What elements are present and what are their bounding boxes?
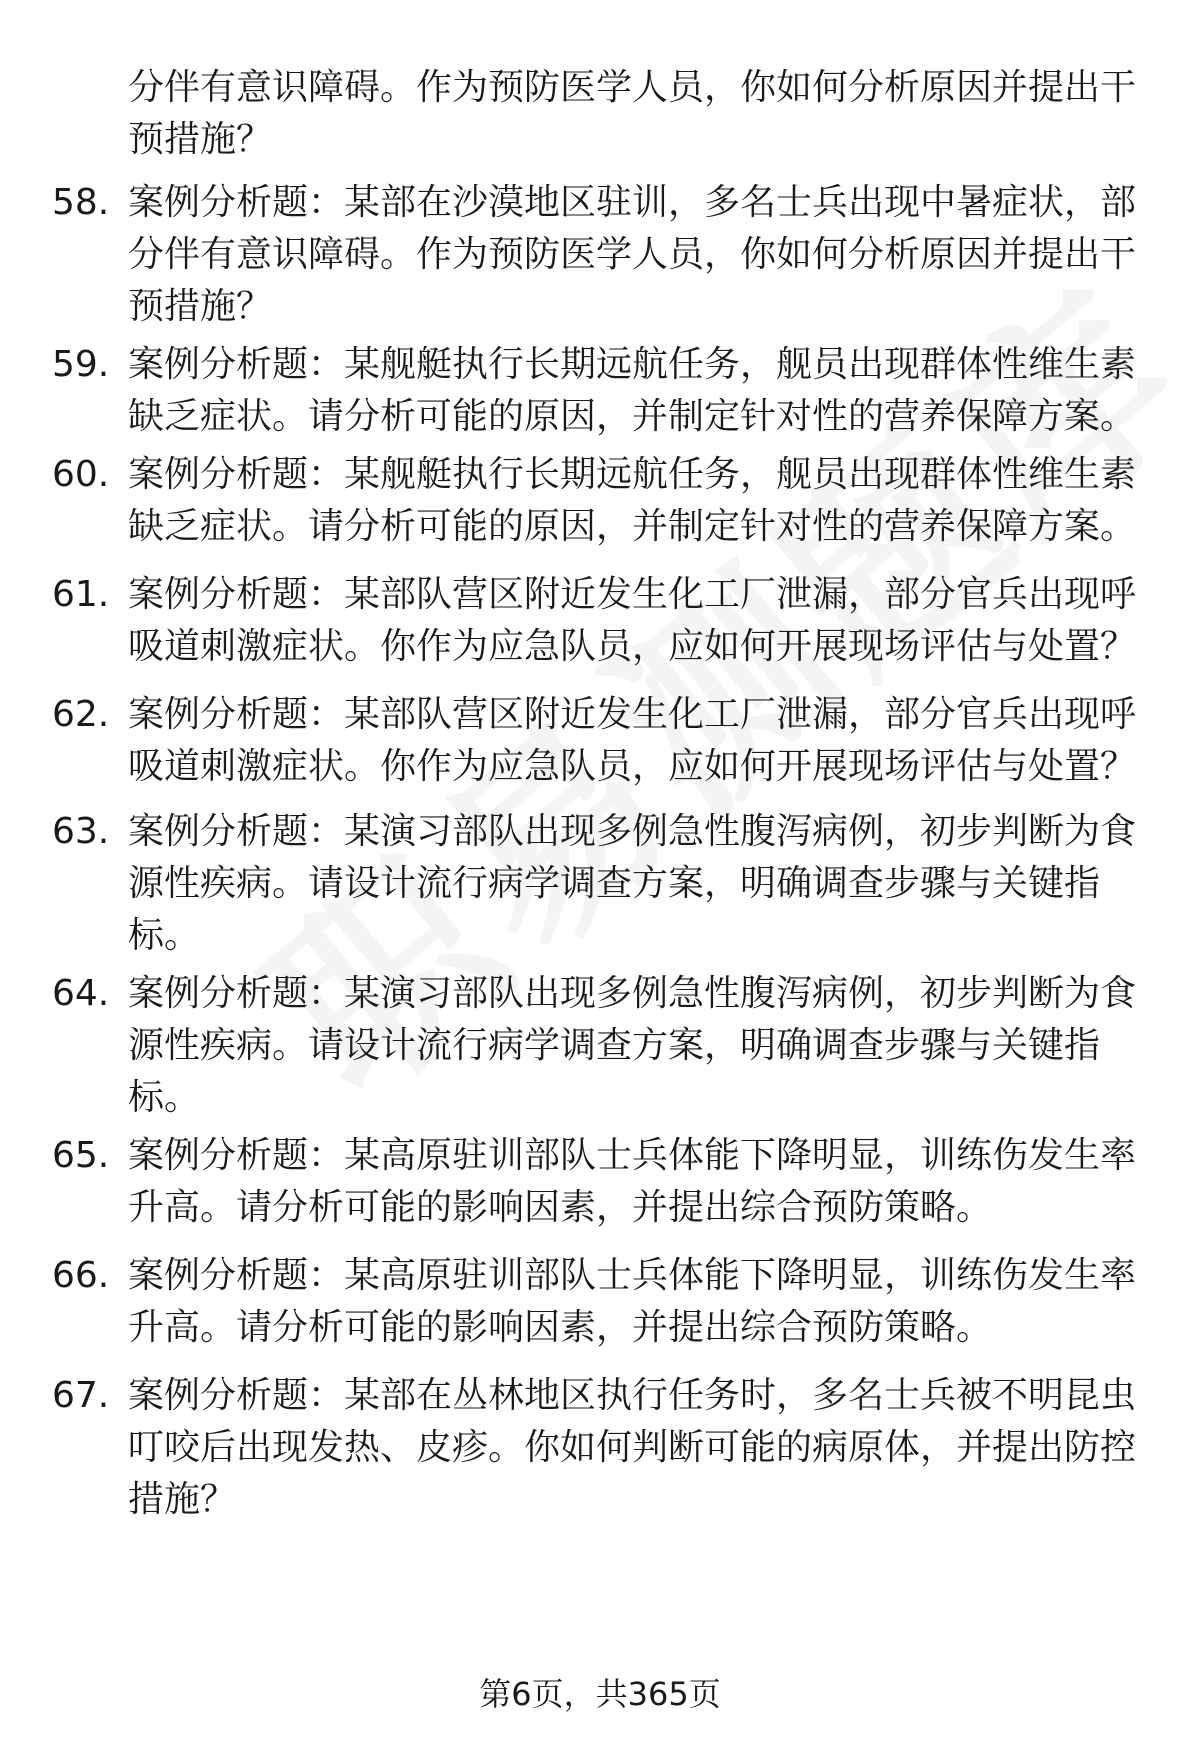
question-text: 案例分析题：某高原驻训部队士兵体能下降明显，训练伤发生率升高。请分析可能的影响因素，并提出综合预防策略。 xyxy=(128,1255,1137,1348)
continued-question-text: 分伴有意识障碍。作为预防医学人员，你如何分析原因并提出干预措施？ xyxy=(128,67,1137,160)
question-number: 62. xyxy=(52,694,110,735)
question-text: 案例分析题：某部队营区附近发生化工厂泄漏，部分官兵出现呼吸道刺激症状。你作为应急队员，应如何开展现场评估与处置？ xyxy=(128,574,1137,667)
question-text: 案例分析题：某部在沙漠地区驻训，多名士兵出现中暑症状，部分伴有意识障碍。作为预防医学人员，你如何分析原因并提出干预措施？ xyxy=(128,182,1137,327)
question-text: 案例分析题：某演习部队出现多例急性腹泻病例，初步判断为食源性疾病。请设计流行病学调查方案，明确调查步骤与关键指标。 xyxy=(128,973,1137,1118)
question-text: 案例分析题：某演习部队出现多例急性腹泻病例，初步判断为食源性疾病。请设计流行病学调查方案，明确调查步骤与关键指标。 xyxy=(128,811,1137,956)
question-text: 案例分析题：某部队营区附近发生化工厂泄漏，部分官兵出现呼吸道刺激症状。你作为应急队员，应如何开展现场评估与处置？ xyxy=(128,694,1137,787)
page-number-footer: 第6页，共365页 xyxy=(479,1675,721,1713)
question-text: 案例分析题：某部在丛林地区执行任务时，多名士兵被不明昆虫叮咬后出现发热、皮疹。你如何判断可能的病原体，并提出防控措施？ xyxy=(128,1375,1137,1520)
question-number: 63. xyxy=(52,811,110,852)
question-text: 案例分析题：某高原驻训部队士兵体能下降明显，训练伤发生率升高。请分析可能的影响因素，并提出综合预防策略。 xyxy=(128,1135,1137,1228)
question-number: 64. xyxy=(52,973,110,1014)
question-number: 58. xyxy=(52,182,110,223)
question-text: 案例分析题：某舰艇执行长期远航任务，舰员出现群体性维生素缺乏症状。请分析可能的原因，并制定针对性的营养保障方案。 xyxy=(128,454,1137,547)
question-number: 65. xyxy=(52,1135,110,1176)
question-number: 66. xyxy=(52,1255,110,1296)
question-number: 67. xyxy=(52,1375,110,1416)
question-number: 59. xyxy=(52,344,110,385)
question-number: 61. xyxy=(52,574,110,615)
question-number: 60. xyxy=(52,454,110,495)
question-text: 案例分析题：某舰艇执行长期远航任务，舰员出现群体性维生素缺乏症状。请分析可能的原因，并制定针对性的营养保障方案。 xyxy=(128,344,1137,437)
